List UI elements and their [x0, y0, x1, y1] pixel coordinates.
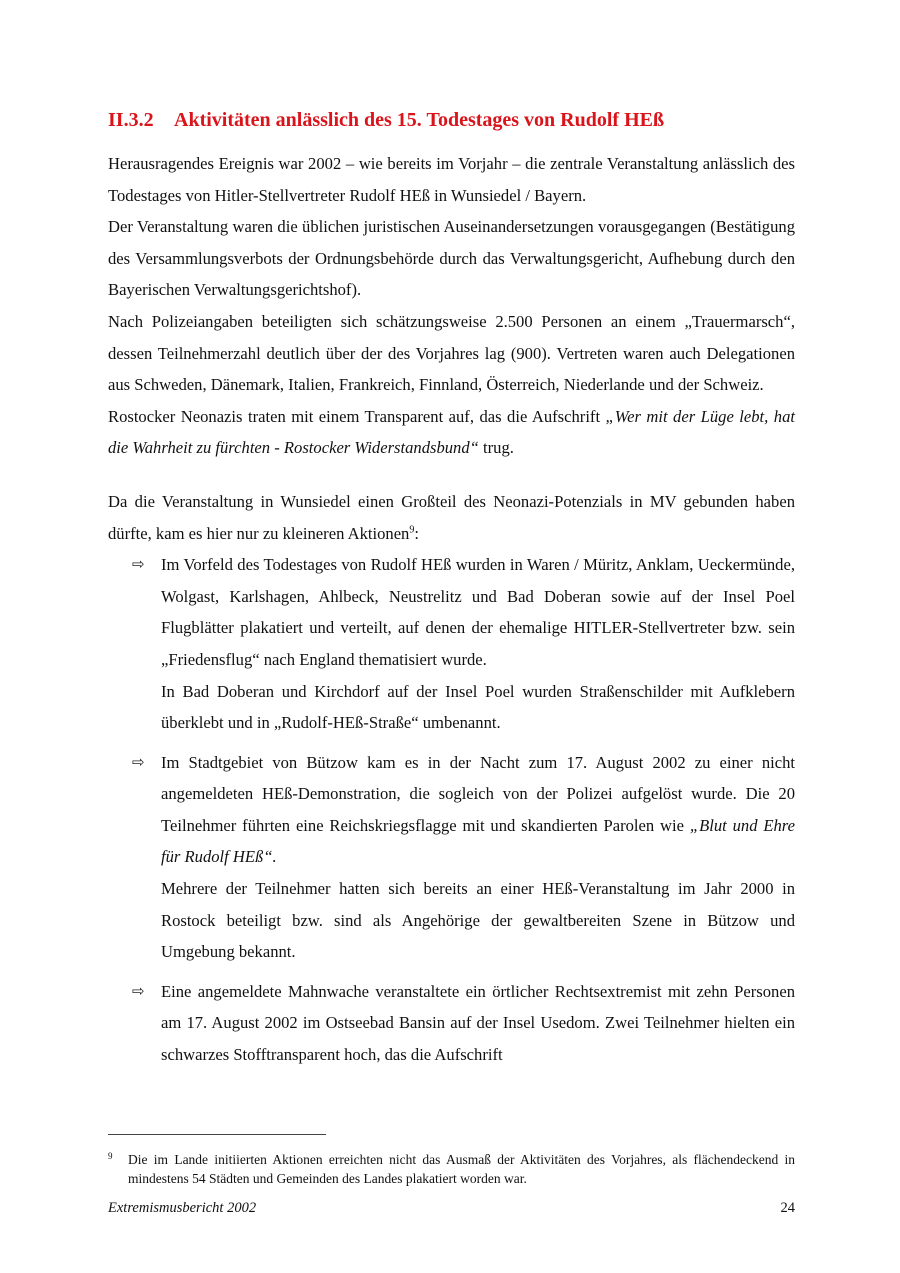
page-number: 24 — [780, 1200, 795, 1216]
list-item-text — [161, 747, 795, 873]
paragraph-text: Da die Veranstaltung in Wunsiedel einen Großteil des Neonazi-Potenzials in MV gebunden haben dürfte, kam es hier nur zu kleineren Aktionen — [108, 491, 795, 543]
paragraph-text: Rostocker Neonazis traten mit einem Transparent auf, das die Aufschrift — [108, 406, 606, 426]
list-item-text: Mehrere der Teilnehmer hatten sich bereits an einer HEß-Veranstaltung im Jahr 2000 in Rostock beteiligt bzw. sind als Angehörige der gewaltbereiten Szene in Bützow und Umgebung bekannt. — [161, 879, 795, 962]
footnote — [108, 1150, 795, 1188]
section-number: II.3.2 — [108, 109, 154, 131]
paragraph: Nach Polizeiangaben beteiligten sich schätzungsweise 2.500 Personen an einem „Trauermarsch“, dessen Teilnehmerzahl deutlich über der des Vorjahres lag (900). Vertreten waren auch Delegationen aus Schweden, Dänemark, Italien, Frankreich, Finnland, Österreich, Niederlande und der Schweiz. — [108, 311, 795, 395]
slogan-quote: „Blut und Ehre für Rudolf HEß“. — [161, 815, 795, 867]
paragraph: Der Veranstaltung waren die üblichen juristischen Auseinandersetzungen vorausgegangen (Bestätigung des Versammlungsverbots der Ordnungsbehörde durch das Verwaltungsgericht, Aufhebung durch den Bayerischen Verwaltungsgerichtshof). — [108, 217, 795, 300]
body-text — [108, 148, 795, 1079]
list-item-text: Eine angemeldete Mahnwache veranstaltete ein örtlicher Rechtsextremist mit zehn Personen am 17. August 2002 im Ostseebad Bansin auf der Insel Usedom. Zwei Teilnehmer hielten ein schwarzes Stofftransparent hoch, das die Aufschrift — [161, 981, 795, 1065]
paragraph — [108, 486, 795, 549]
paragraph-text: : — [414, 523, 419, 543]
arrow-bullet-icon: ⇨ — [132, 752, 145, 771]
page-footer — [108, 1200, 795, 1220]
list-item-text-part: Im Stadtgebiet von Bützow kam es in der Nacht zum 17. August 2002 zu einer nicht angemeldeten HEß-Demonstration, die sogleich von der Polizei aufgelöst wurde. Die 20 Teilnehmer führten eine Reichskriegsflagge mit und skandierten Parolen wie — [161, 752, 795, 835]
list-item-text: In Bad Doberan und Kirchdorf auf der Insel Poel wurden Straßenschilder mit Aufklebern überklebt und in „Rudolf-HEß-Straße“ umbenannt. — [161, 681, 795, 733]
list-item — [108, 747, 795, 968]
footnote-reference: 9 — [409, 524, 415, 535]
footnote-separator — [108, 1134, 326, 1135]
banner-quote: „Wer mit der Lüge lebt, hat die Wahrheit zu fürchten - Rostocker Widerstandsbund“ — [108, 406, 795, 458]
section-heading — [108, 106, 808, 134]
list-item — [108, 976, 795, 1071]
footnote-text: Die im Lande initiierten Aktionen erreichten nicht das Ausmaß der Aktivitäten des Vorjahres, als flächendeckend in mindestens 54 Städten und Gemeinden des Landes plakatiert worden war. — [128, 1152, 795, 1186]
paragraph-text: trug. — [478, 438, 514, 458]
footnote-number: 9 — [108, 1151, 113, 1161]
arrow-bullet-icon: ⇨ — [132, 981, 145, 1000]
list-item-text: Im Vorfeld des Todestages von Rudolf HEß wurden in Waren / Müritz, Anklam, Ueckermünde, Wolgast, Karlshagen, Ahlbeck, Neustrelitz und Bad Doberan sowie auf der Insel Poel Flugblätter plakatiert und verteilt, auf denen der ehemalige HITLER-Stellvertreter bzw. sein „Friedensflug“ nach England thematisiert wurde. — [161, 555, 795, 669]
list-item — [108, 549, 795, 739]
arrow-bullet-icon: ⇨ — [132, 555, 145, 574]
paragraph — [108, 401, 795, 464]
footer-title: Extremismusbericht 2002 — [108, 1200, 257, 1216]
bullet-list — [108, 549, 795, 1071]
paragraph: Herausragendes Ereignis war 2002 – wie bereits im Vorjahr – die zentrale Veranstaltung anlässlich des Todestages von Hitler-Stellvertreter Rudolf HEß in Wunsiedel / Bayern. — [108, 154, 795, 205]
section-title: Aktivitäten anlässlich des 15. Todestages von Rudolf HEß — [174, 109, 665, 131]
spacer — [108, 464, 795, 486]
